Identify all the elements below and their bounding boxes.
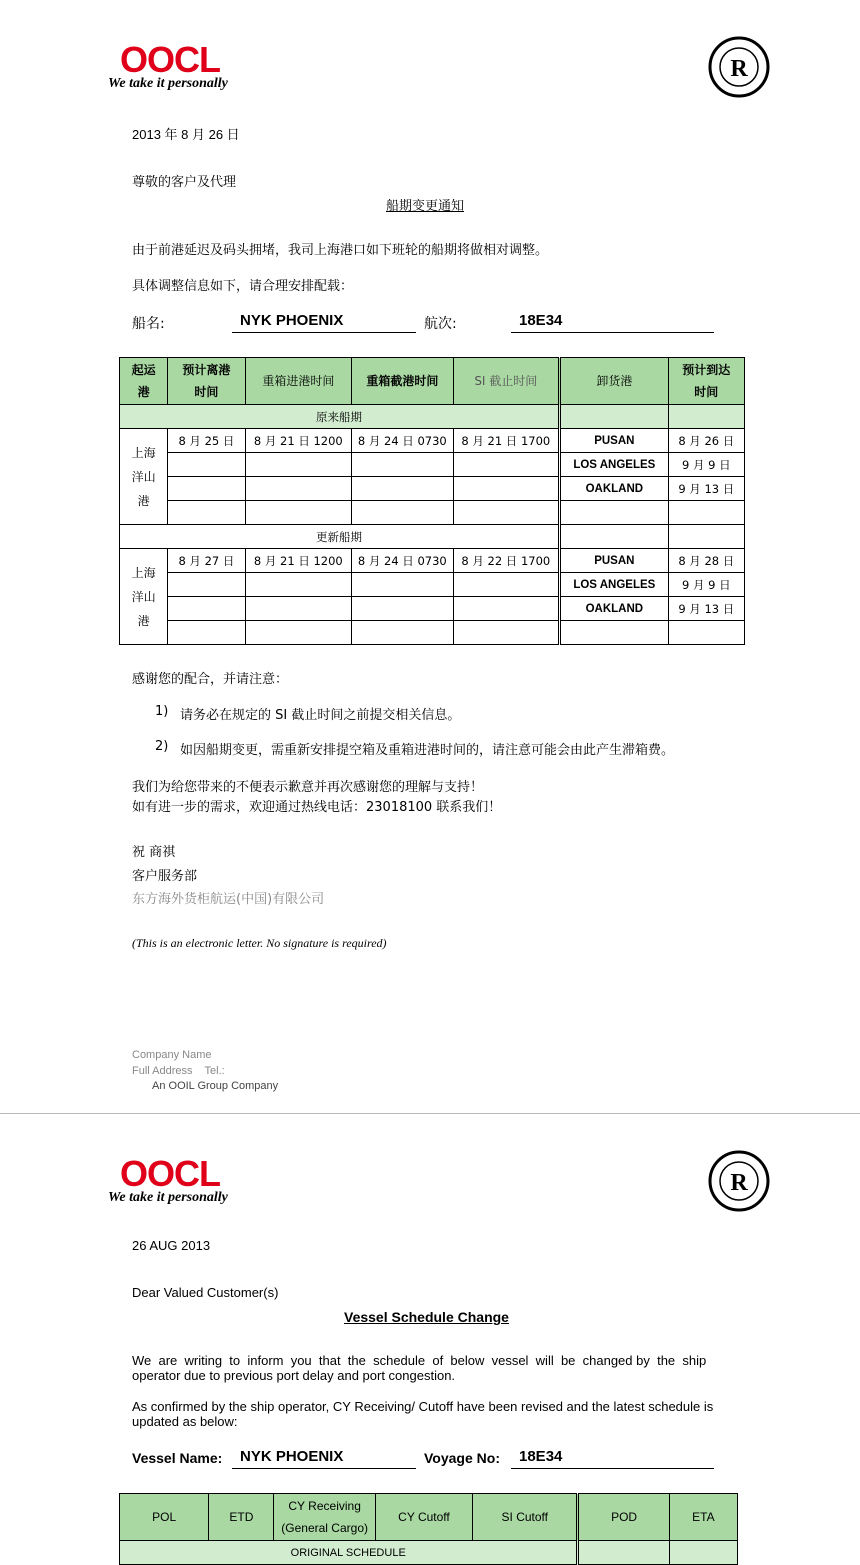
etd-cell: 8 月 25 日 [168,429,245,453]
thanks-line: 感谢您的配合，并请注意： [132,672,289,687]
header-pol: POL [120,1494,209,1541]
schedule-table-en [119,1493,738,1565]
table-row [120,573,745,597]
table-row [120,621,745,645]
eta-cell: 8 月 26 日 [668,429,744,453]
eta-cell: 9 月 13 日 [668,597,744,621]
pod-cell: PUSAN [560,549,669,573]
vessel-label: 船名: [132,316,165,332]
table-row [120,453,745,477]
cy-cutoff-cell: 8 月 24 日 0730 [352,429,453,453]
revised-paragraph-cont: updated as below: [132,1414,238,1429]
letter-date: 2013 年 8 月 26 日 [132,127,240,142]
voyage-number: 18E34 [511,1448,714,1469]
pol-cell-updated: 上海 洋山 港 [120,549,168,645]
section-row-updated [120,525,745,549]
table-row [120,477,745,501]
salutation: Dear Valued Customer(s) [132,1285,279,1300]
voyage-number: 18E34 [511,312,714,333]
quality-seal-icon [708,1150,770,1212]
table-row [120,597,745,621]
header-pol: 起运 港 [120,358,168,405]
cy-receiving-cell: 8 月 21 日 1200 [245,549,352,573]
notice-title: Vessel Schedule Change [344,1309,509,1325]
table-row [120,549,745,573]
page-english [0,1113,860,1559]
vessel-name: NYK PHOENIX [232,1448,416,1469]
table-header-row [120,1494,738,1541]
oocl-logo: OOCL [120,1153,220,1194]
intro-paragraph: 由于前港延迟及码头拥堵，我司上海港口如下班轮的船期将做相对调整。 [132,243,549,258]
vessel-label: Vessel Name: [132,1450,223,1466]
pod-cell: OAKLAND [560,597,669,621]
header-eta: 预计到达 时间 [668,358,744,405]
intro-paragraph-cont: operator due to previous port delay and port congestion. [132,1368,456,1383]
header-cy-cutoff: CY Cutoff [375,1494,472,1541]
cy-receiving-cell: 8 月 21 日 1200 [245,429,352,453]
slogan: We take it personally [108,1190,228,1205]
voyage-label: Voyage No: [424,1450,500,1466]
seal-letter: R [730,56,748,82]
eta-cell: 9 月 9 日 [668,453,744,477]
cy-cutoff-cell: 8 月 24 日 0730 [352,549,453,573]
si-cutoff-cell: 8 月 22 日 1700 [453,549,560,573]
note-text: 请务必在规定的 SI 截止时间之前提交相关信息。 [180,708,461,723]
letter-date: 26 AUG 2013 [132,1238,211,1253]
pod-cell: OAKLAND [560,477,669,501]
header-eta: ETA [669,1494,737,1541]
header-pod: POD [578,1494,669,1541]
eta-cell: 8 月 28 日 [668,549,744,573]
company-name-cn: 东方海外货柜航运(中国)有限公司 [132,892,325,907]
header-si-cutoff: SI Cutoff [473,1494,578,1541]
slogan: We take it personally [108,76,228,91]
updated-schedule-label: 更新船期 [120,525,560,549]
quality-seal-icon [708,36,770,98]
adjust-paragraph: 具体调整信息如下，请合理安排配载： [132,279,354,294]
apology-line: 我们为给您带来的不便表示歉意并再次感谢您的理解与支持！ [132,780,484,795]
header-cy-receiving: 重箱进港时间 [245,358,352,405]
si-cutoff-cell: 8 月 21 日 1700 [453,429,560,453]
oocl-logo: OOCL [120,39,220,80]
note-number: 2) [155,739,169,754]
footer-address: Full Address Tel.: [132,1065,225,1077]
salutation: 尊敬的客户及代理 [132,175,237,190]
revised-paragraph: As confirmed by the ship operator, CY Receiving/ Cutoff have been revised and the latest schedule is [132,1399,714,1414]
pod-cell: LOS ANGELES [560,453,669,477]
section-row-original [120,405,745,429]
closing-greeting: 祝 商祺 [132,845,176,860]
pod-cell: LOS ANGELES [560,573,669,597]
note-number: 1) [155,704,169,719]
header-etd: ETD [209,1494,274,1541]
schedule-table [119,357,745,645]
etd-cell: 8 月 27 日 [168,549,245,573]
pod-cell: PUSAN [560,429,669,453]
intro-paragraph: We are writing to inform you that the schedule of below vessel will be changed by the ship [132,1353,707,1368]
vessel-name: NYK PHOENIX [232,312,416,333]
voyage-label: 航次: [424,316,457,332]
footer-company: Company Name [132,1049,212,1061]
note-text: 如因船期变更，需重新安排提空箱及重箱进港时间的，请注意可能会由此产生滞箱费。 [180,743,675,758]
header-si-cutoff: SI 截止时间 [453,358,560,405]
header-pod: 卸货港 [560,358,669,405]
electronic-letter-note: (This is an electronic letter. No signature is required) [132,936,387,950]
seal-letter: R [730,1170,748,1196]
hotline-line: 如有进一步的需求，欢迎通过热线电话：23018100 联系我们！ [132,800,502,815]
header-etd: 预计离港 时间 [168,358,245,405]
table-header-row [120,358,745,405]
pol-cell-original: 上海 洋山 港 [120,429,168,525]
table-row [120,429,745,453]
header-cy-cutoff: 重箱截港时间 [352,358,453,405]
eta-cell: 9 月 9 日 [668,573,744,597]
original-schedule-label: ORIGINAL SCHEDULE [120,1541,578,1565]
section-row-original [120,1541,738,1565]
header-cy-receiving: CY Receiving (General Cargo) [274,1494,375,1541]
table-row [120,501,745,525]
department: 客户服务部 [132,869,198,884]
eta-cell: 9 月 13 日 [668,477,744,501]
original-schedule-label: 原来船期 [120,405,560,429]
notice-title: 船期变更通知 [386,199,465,214]
footer-group: An OOIL Group Company [152,1080,279,1092]
